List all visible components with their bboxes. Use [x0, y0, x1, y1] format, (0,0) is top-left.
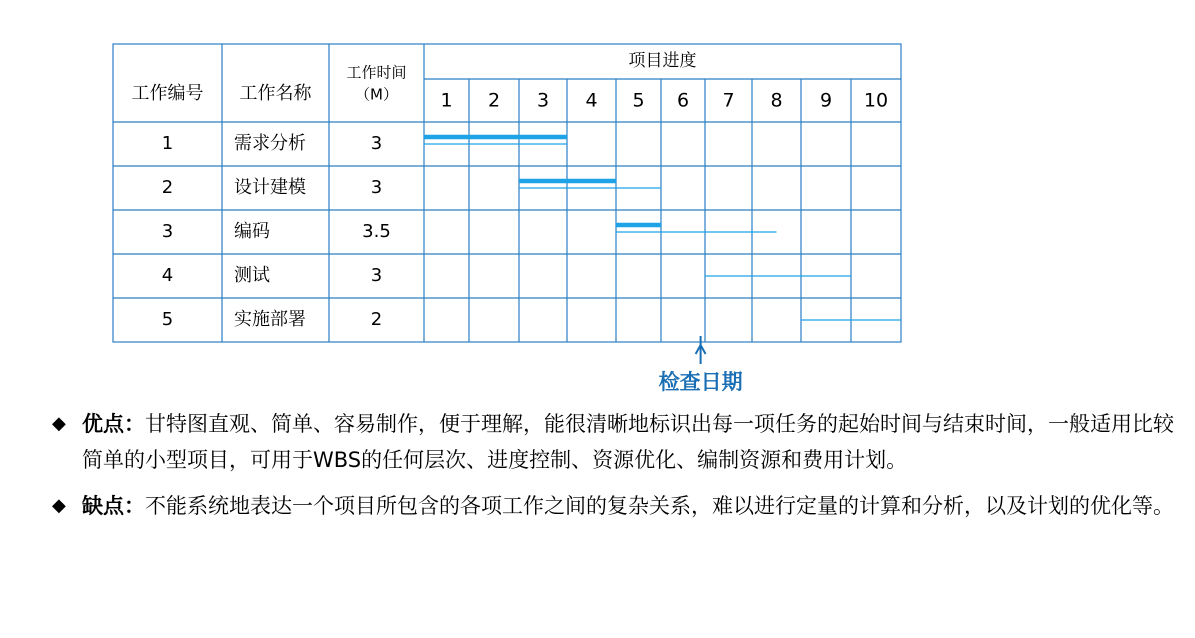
period-label: 6 — [676, 89, 690, 112]
table-header — [132, 51, 889, 112]
disadvantages-text: 不能系统地表达一个项目所包含的各项工作之间的复杂关系，难以进行定量的计算和分析，以及计划的优化等。 — [145, 494, 1174, 518]
task-duration: 3.5 — [362, 221, 391, 242]
gantt-bars — [424, 137, 901, 320]
header-work-name: 工作名称 — [239, 83, 312, 104]
task-duration: 3 — [370, 177, 383, 198]
task-name: 设计建模 — [234, 177, 306, 198]
check-date-marker — [659, 336, 743, 394]
period-label: 4 — [585, 89, 598, 112]
header-work-id: 工作编号 — [131, 83, 204, 104]
header-work-time-unit: （M） — [355, 85, 398, 104]
task-id: 3 — [161, 221, 174, 242]
advantages-item — [52, 406, 1182, 478]
period-label: 8 — [770, 89, 783, 112]
task-id: 5 — [161, 309, 174, 330]
notes — [52, 406, 1182, 524]
task-id: 2 — [161, 177, 174, 198]
disadvantages-item — [52, 488, 1182, 524]
period-label: 10 — [863, 89, 889, 112]
period-label: 1 — [440, 89, 453, 112]
task-name: 需求分析 — [234, 133, 306, 154]
task-name: 实施部署 — [234, 309, 306, 330]
task-duration: 3 — [370, 133, 383, 154]
task-name: 编码 — [234, 221, 270, 242]
header-progress: 项目进度 — [628, 51, 697, 71]
advantages-lead: 优点： — [82, 412, 145, 436]
period-label: 7 — [722, 89, 735, 112]
disadvantages-lead: 缺点： — [82, 494, 145, 518]
table-rows — [162, 133, 391, 330]
period-label: 9 — [819, 89, 833, 112]
diamond-bullet-icon: ◆ — [52, 495, 66, 516]
table-grid — [113, 44, 901, 342]
period-label: 5 — [632, 89, 645, 112]
check-date-label: 检查日期 — [658, 370, 743, 394]
diamond-bullet-icon: ◆ — [52, 413, 66, 434]
task-id: 1 — [161, 133, 174, 154]
table-border — [113, 44, 901, 342]
advantages-text: 甘特图直观、简单、容易制作，便于理解，能很清晰地标识出每一项任务的起始时间与结束时间，一般适用比较简单的小型项目，可用于WBS的任何层次、进度控制、资源优化、编制资源和费用计划。 — [82, 412, 1174, 472]
task-duration: 2 — [370, 309, 383, 330]
task-duration: 3 — [370, 265, 383, 286]
header-work-time: 工作时间 — [346, 63, 407, 82]
period-label: 2 — [487, 89, 501, 112]
period-label: 3 — [536, 89, 550, 112]
task-name: 测试 — [234, 265, 270, 286]
task-id: 4 — [161, 265, 174, 286]
